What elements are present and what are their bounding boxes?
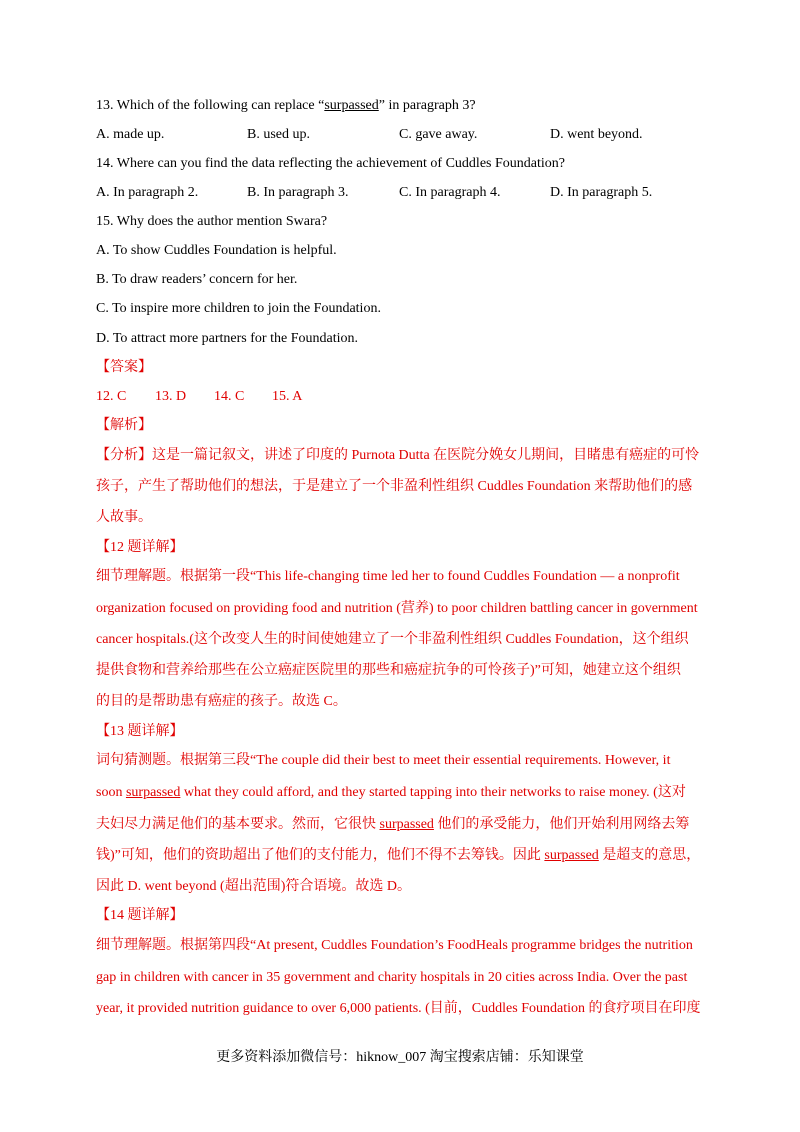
- underlined-surpassed: surpassed: [125, 785, 181, 800]
- detail-13-line: 因此 D. went beyond (超出范围)符合语境。故选 D。: [96, 879, 411, 894]
- underlined-surpassed: surpassed: [379, 817, 434, 832]
- q14-option-d: D. In paragraph 5.: [550, 185, 653, 200]
- page-footer: 更多资料添加微信号：hiknow_007 淘宝搜索店铺：乐知课堂: [216, 1050, 584, 1065]
- text-run: soon: [96, 785, 126, 800]
- detail-12-heading: 【12 题详解】: [96, 540, 184, 555]
- q15-option-d: D. To attract more partners for the Foundation.: [96, 331, 358, 346]
- answer-15: 15. A: [272, 389, 303, 404]
- question-15-stem: 15. Why does the author mention Swara?: [96, 214, 328, 229]
- text-run: 是超支的意思，: [598, 848, 701, 863]
- detail-13-line: 词句猜测题。根据第三段“The couple did their best to meet their essential requirements. However, it: [96, 753, 671, 768]
- detail-14-line: gap in children with cancer in 35 government and charity hospitals in 20 cities across India. Over the past: [96, 970, 688, 985]
- text-run: 夫妇尽力满足他们的基本要求。然而，它很快: [96, 817, 380, 832]
- q14-option-a: A. In paragraph 2.: [96, 185, 199, 200]
- detail-13-line: [96, 846, 700, 866]
- analysis-line: 孩子，产生了帮助他们的想法，于是建立了一个非盈利性组织 Cuddles Foundation 来帮助他们的感: [96, 479, 693, 494]
- underlined-surpassed: surpassed: [544, 848, 599, 863]
- question-14-stem: 14. Where can you find the data reflecting the achievement of Cuddles Foundation?: [96, 156, 565, 171]
- text-run: 他们的承受能力，他们开始利用网络去筹: [433, 817, 690, 832]
- detail-14-line: year, it provided nutrition guidance to over 6,000 patients. (目前，Cuddles Foundation 的食疗项目在印度: [96, 1001, 701, 1016]
- question-13-stem: [96, 96, 476, 116]
- q13-option-a: A. made up.: [96, 127, 165, 142]
- analysis-line: 【分析】这是一篇记叙文，讲述了印度的 Purnota Dutta 在医院分娩女儿期间，目睹患有癌症的可怜: [96, 448, 700, 463]
- detail-14-line: 细节理解题。根据第四段“At present, Cuddles Foundation’s FoodHeals programme bridges the nutrition: [96, 938, 693, 953]
- detail-13-line: [96, 783, 686, 803]
- q13-option-b: B. used up.: [247, 127, 310, 142]
- answer-heading: 【答案】: [96, 360, 152, 375]
- detail-12-line: 细节理解题。根据第一段“This life-changing time led her to found Cuddles Foundation — a nonprofit: [96, 569, 680, 584]
- q15-option-b: B. To draw readers’ concern for her.: [96, 272, 298, 287]
- q14-option-c: C. In paragraph 4.: [399, 185, 501, 200]
- detail-12-line: cancer hospitals.(这个改变人生的时间使她建立了一个非盈利性组织 Cuddles Foundation，这个组织: [96, 632, 689, 647]
- q13-stem-start: 13. Which of the following can replace “: [96, 98, 325, 113]
- text-run: what they could afford, and they started tapping into their networks to raise money. (这对: [180, 785, 686, 800]
- detail-13-heading: 【13 题详解】: [96, 724, 184, 739]
- detail-12-line: 的目的是帮助患有癌症的孩子。故选 C。: [96, 694, 347, 709]
- answer-12: 12. C: [96, 389, 127, 404]
- analysis-line: 人故事。: [96, 510, 152, 525]
- q13-underlined-word: surpassed: [324, 98, 379, 113]
- q13-option-c: C. gave away.: [399, 127, 478, 142]
- q15-option-c: C. To inspire more children to join the Foundation.: [96, 301, 381, 316]
- q13-stem-end: ” in paragraph 3?: [378, 98, 476, 113]
- detail-13-line: [96, 815, 689, 835]
- q13-option-d: D. went beyond.: [550, 127, 643, 142]
- answer-14: 14. C: [214, 389, 245, 404]
- text-run: 钱)”可知，他们的资助超出了他们的支付能力，他们不得不去筹钱。因此: [96, 848, 545, 863]
- detail-12-line: 提供食物和营养给那些在公立癌症医院里的那些和癌症抗争的可怜孩子)”可知，她建立这个组织: [96, 663, 681, 678]
- q15-option-a: A. To show Cuddles Foundation is helpful.: [96, 243, 337, 258]
- detail-14-heading: 【14 题详解】: [96, 908, 184, 923]
- answer-13: 13. D: [155, 389, 187, 404]
- analysis-heading: 【解析】: [96, 418, 152, 433]
- q14-option-b: B. In paragraph 3.: [247, 185, 349, 200]
- detail-12-line: organization focused on providing food and nutrition (营养) to poor children battling cancer in government: [96, 601, 698, 616]
